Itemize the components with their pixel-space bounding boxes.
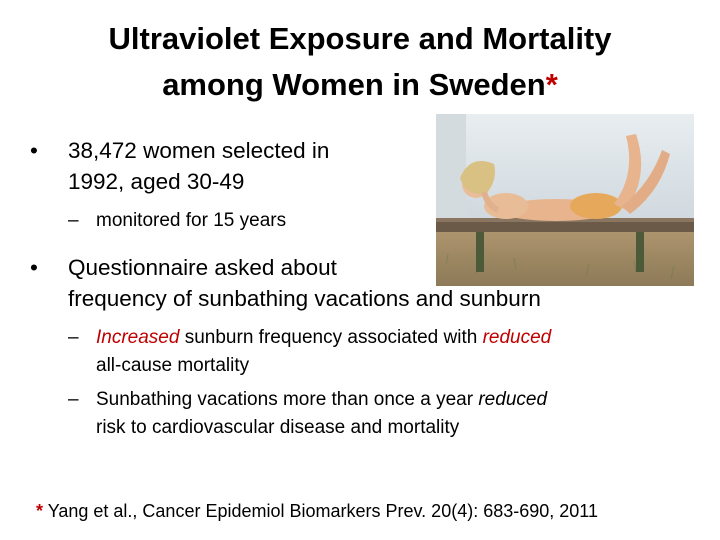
bullet-2-sub-2-text: Sunbathing vacations more than once a year reduced	[96, 389, 548, 410]
bullet-1-text-2: 1992, aged 30-49	[68, 169, 245, 194]
bullet-1-sub	[30, 207, 670, 235]
bullet-2-sub-1	[30, 324, 690, 352]
bullet-1-text-1: 38,472 women selected in	[68, 138, 330, 163]
bullet-2-sub-1-text: Increased sunburn frequency associated with reduced	[96, 327, 552, 348]
emphasis-reduced: reduced	[482, 327, 552, 348]
bullet-marker: •	[30, 255, 38, 280]
title-asterisk: *	[545, 67, 558, 102]
sub-bullet-marker: –	[68, 327, 79, 348]
bullet-2-sub-2-line-2: risk to cardiovascular disease and mortality	[96, 417, 460, 438]
bullet-2-text-1: Questionnaire asked about	[68, 255, 337, 280]
bullet-1-line-2	[30, 166, 670, 197]
emphasis-reduced-2: reduced	[478, 389, 548, 410]
emphasis-increased: Increased	[96, 327, 180, 348]
bullet-marker: •	[30, 138, 38, 163]
bullet-2-line-2	[30, 283, 690, 314]
bullet-2-text-2: frequency of sunbathing vacations and sunburn	[68, 286, 541, 311]
footnote-text: Yang et al., Cancer Epidemiol Biomarkers Prev. 20(4): 683-690, 2011	[43, 501, 598, 521]
title-line-1: Ultraviolet Exposure and Mortality	[108, 21, 612, 56]
bullet-1-sub-text: monitored for 15 years	[96, 210, 287, 231]
title-line-2	[0, 62, 720, 108]
bullet-2	[30, 252, 690, 442]
footnote-asterisk: *	[36, 501, 44, 521]
title-text: among Women in Sweden	[162, 67, 546, 102]
citation-footnote	[36, 498, 716, 524]
bullet-1-line-1	[30, 135, 670, 166]
bullet-2-sub-2	[30, 386, 690, 414]
sub-bullet-marker: –	[68, 210, 79, 231]
bullet-1	[30, 135, 670, 235]
sub-bullet-marker: –	[68, 389, 79, 410]
bullet-2-sub-1-line-2: all-cause mortality	[96, 355, 250, 376]
bullet-2-line-1	[30, 252, 690, 283]
slide-title	[0, 16, 720, 108]
